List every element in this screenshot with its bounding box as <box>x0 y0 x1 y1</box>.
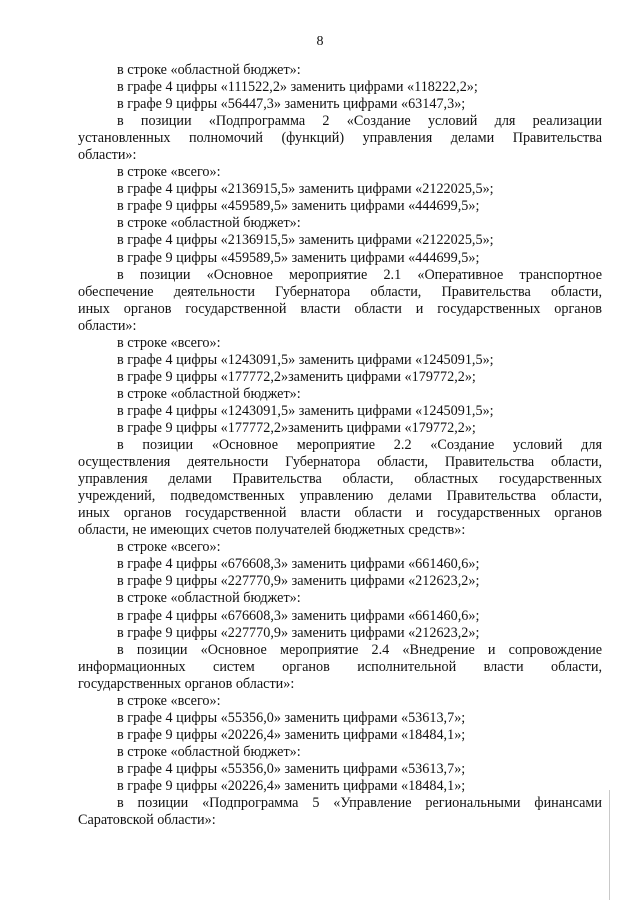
text-line: в графе 9 цифры «20226,4» заменить цифрами «18484,1»; <box>117 726 466 743</box>
text-line: в графе 9 цифры «177772,2»заменить цифрами «179772,2»; <box>117 368 476 385</box>
text-line: области, не имеющих счетов получателей бюджетных средств»: <box>78 522 466 539</box>
text-line: в графе 4 цифры «1243091,5» заменить цифрами «1245091,5»; <box>117 402 494 419</box>
text-line: в графе 4 цифры «1243091,5» заменить цифрами «1245091,5»; <box>117 351 494 368</box>
text-line: в графе 4 цифры «111522,2» заменить цифрами «118222,2»; <box>117 79 478 96</box>
text-line: области»: <box>78 317 137 334</box>
text-line: иных органов государственной власти области и государственных органов <box>78 505 602 522</box>
document-body <box>78 62 602 829</box>
text-line: в позиции «Основное мероприятие 2.4 «Внедрение и сопровождение <box>117 641 602 658</box>
text-line: в позиции «Основное мероприятие 2.2 «Создание условий для <box>117 437 602 454</box>
text-line: области»: <box>78 147 137 164</box>
text-line: в строке «областной бюджет»: <box>117 385 301 402</box>
text-line: в позиции «Подпрограмма 5 «Управление региональными финансами <box>117 795 602 812</box>
text-line: в позиции «Основное мероприятие 2.1 «Оперативное транспортное <box>117 266 602 283</box>
text-line: государственных органов области»: <box>78 675 295 692</box>
text-line: учреждений, подведомственных управлению делами Правительства области, <box>78 488 602 505</box>
text-line: в графе 4 цифры «55356,0» заменить цифрами «53613,7»; <box>117 709 466 726</box>
text-line: в графе 4 цифры «2136915,5» заменить цифрами «2122025,5»; <box>117 181 494 198</box>
text-line: в графе 9 цифры «459589,5» заменить цифрами «444699,5»; <box>117 249 480 266</box>
text-line: информационных систем органов исполнительной власти области, <box>78 658 602 675</box>
text-line: в строке «всего»: <box>117 539 221 556</box>
text-line: в строке «всего»: <box>117 334 221 351</box>
text-line: в строке «областной бюджет»: <box>117 743 301 760</box>
text-line: в графе 9 цифры «20226,4» заменить цифрами «18484,1»; <box>117 777 466 794</box>
text-line: в строке «всего»: <box>117 164 221 181</box>
text-line: в графе 9 цифры «56447,3» заменить цифрами «63147,3»; <box>117 96 466 113</box>
page-number: 8 <box>316 34 324 49</box>
text-line: в графе 4 цифры «55356,0» заменить цифрами «53613,7»; <box>117 760 466 777</box>
text-line: в графе 9 цифры «227770,9» заменить цифрами «212623,2»; <box>117 573 480 590</box>
text-line: в графе 4 цифры «676608,3» заменить цифрами «661460,6»; <box>117 607 480 624</box>
text-line: в графе 4 цифры «676608,3» заменить цифрами «661460,6»; <box>117 556 480 573</box>
scan-artifact-line <box>609 790 610 900</box>
text-line: в строке «всего»: <box>117 692 221 709</box>
text-line: в графе 4 цифры «2136915,5» заменить цифрами «2122025,5»; <box>117 232 494 249</box>
text-line: обеспечение деятельности Губернатора области, Правительства области, <box>78 283 602 300</box>
text-line: Саратовской области»: <box>78 812 216 829</box>
text-line: в графе 9 цифры «177772,2»заменить цифрами «179772,2»; <box>117 419 476 436</box>
text-line: в графе 9 цифры «227770,9» заменить цифрами «212623,2»; <box>117 624 480 641</box>
text-line: установленных полномочий (функций) управления делами Правительства <box>78 130 602 147</box>
text-line: управления делами Правительства области, областных государственных <box>78 471 602 488</box>
text-line: осуществления деятельности Губернатора области, Правительства области, <box>78 454 602 471</box>
text-line: иных органов государственной власти области и государственных органов <box>78 300 602 317</box>
text-line: в позиции «Подпрограмма 2 «Создание условий для реализации <box>117 113 602 130</box>
text-line: в строке «областной бюджет»: <box>117 590 301 607</box>
text-line: в строке «областной бюджет»: <box>117 215 301 232</box>
text-line: в графе 9 цифры «459589,5» заменить цифрами «444699,5»; <box>117 198 480 215</box>
text-line: в строке «областной бюджет»: <box>117 62 301 78</box>
